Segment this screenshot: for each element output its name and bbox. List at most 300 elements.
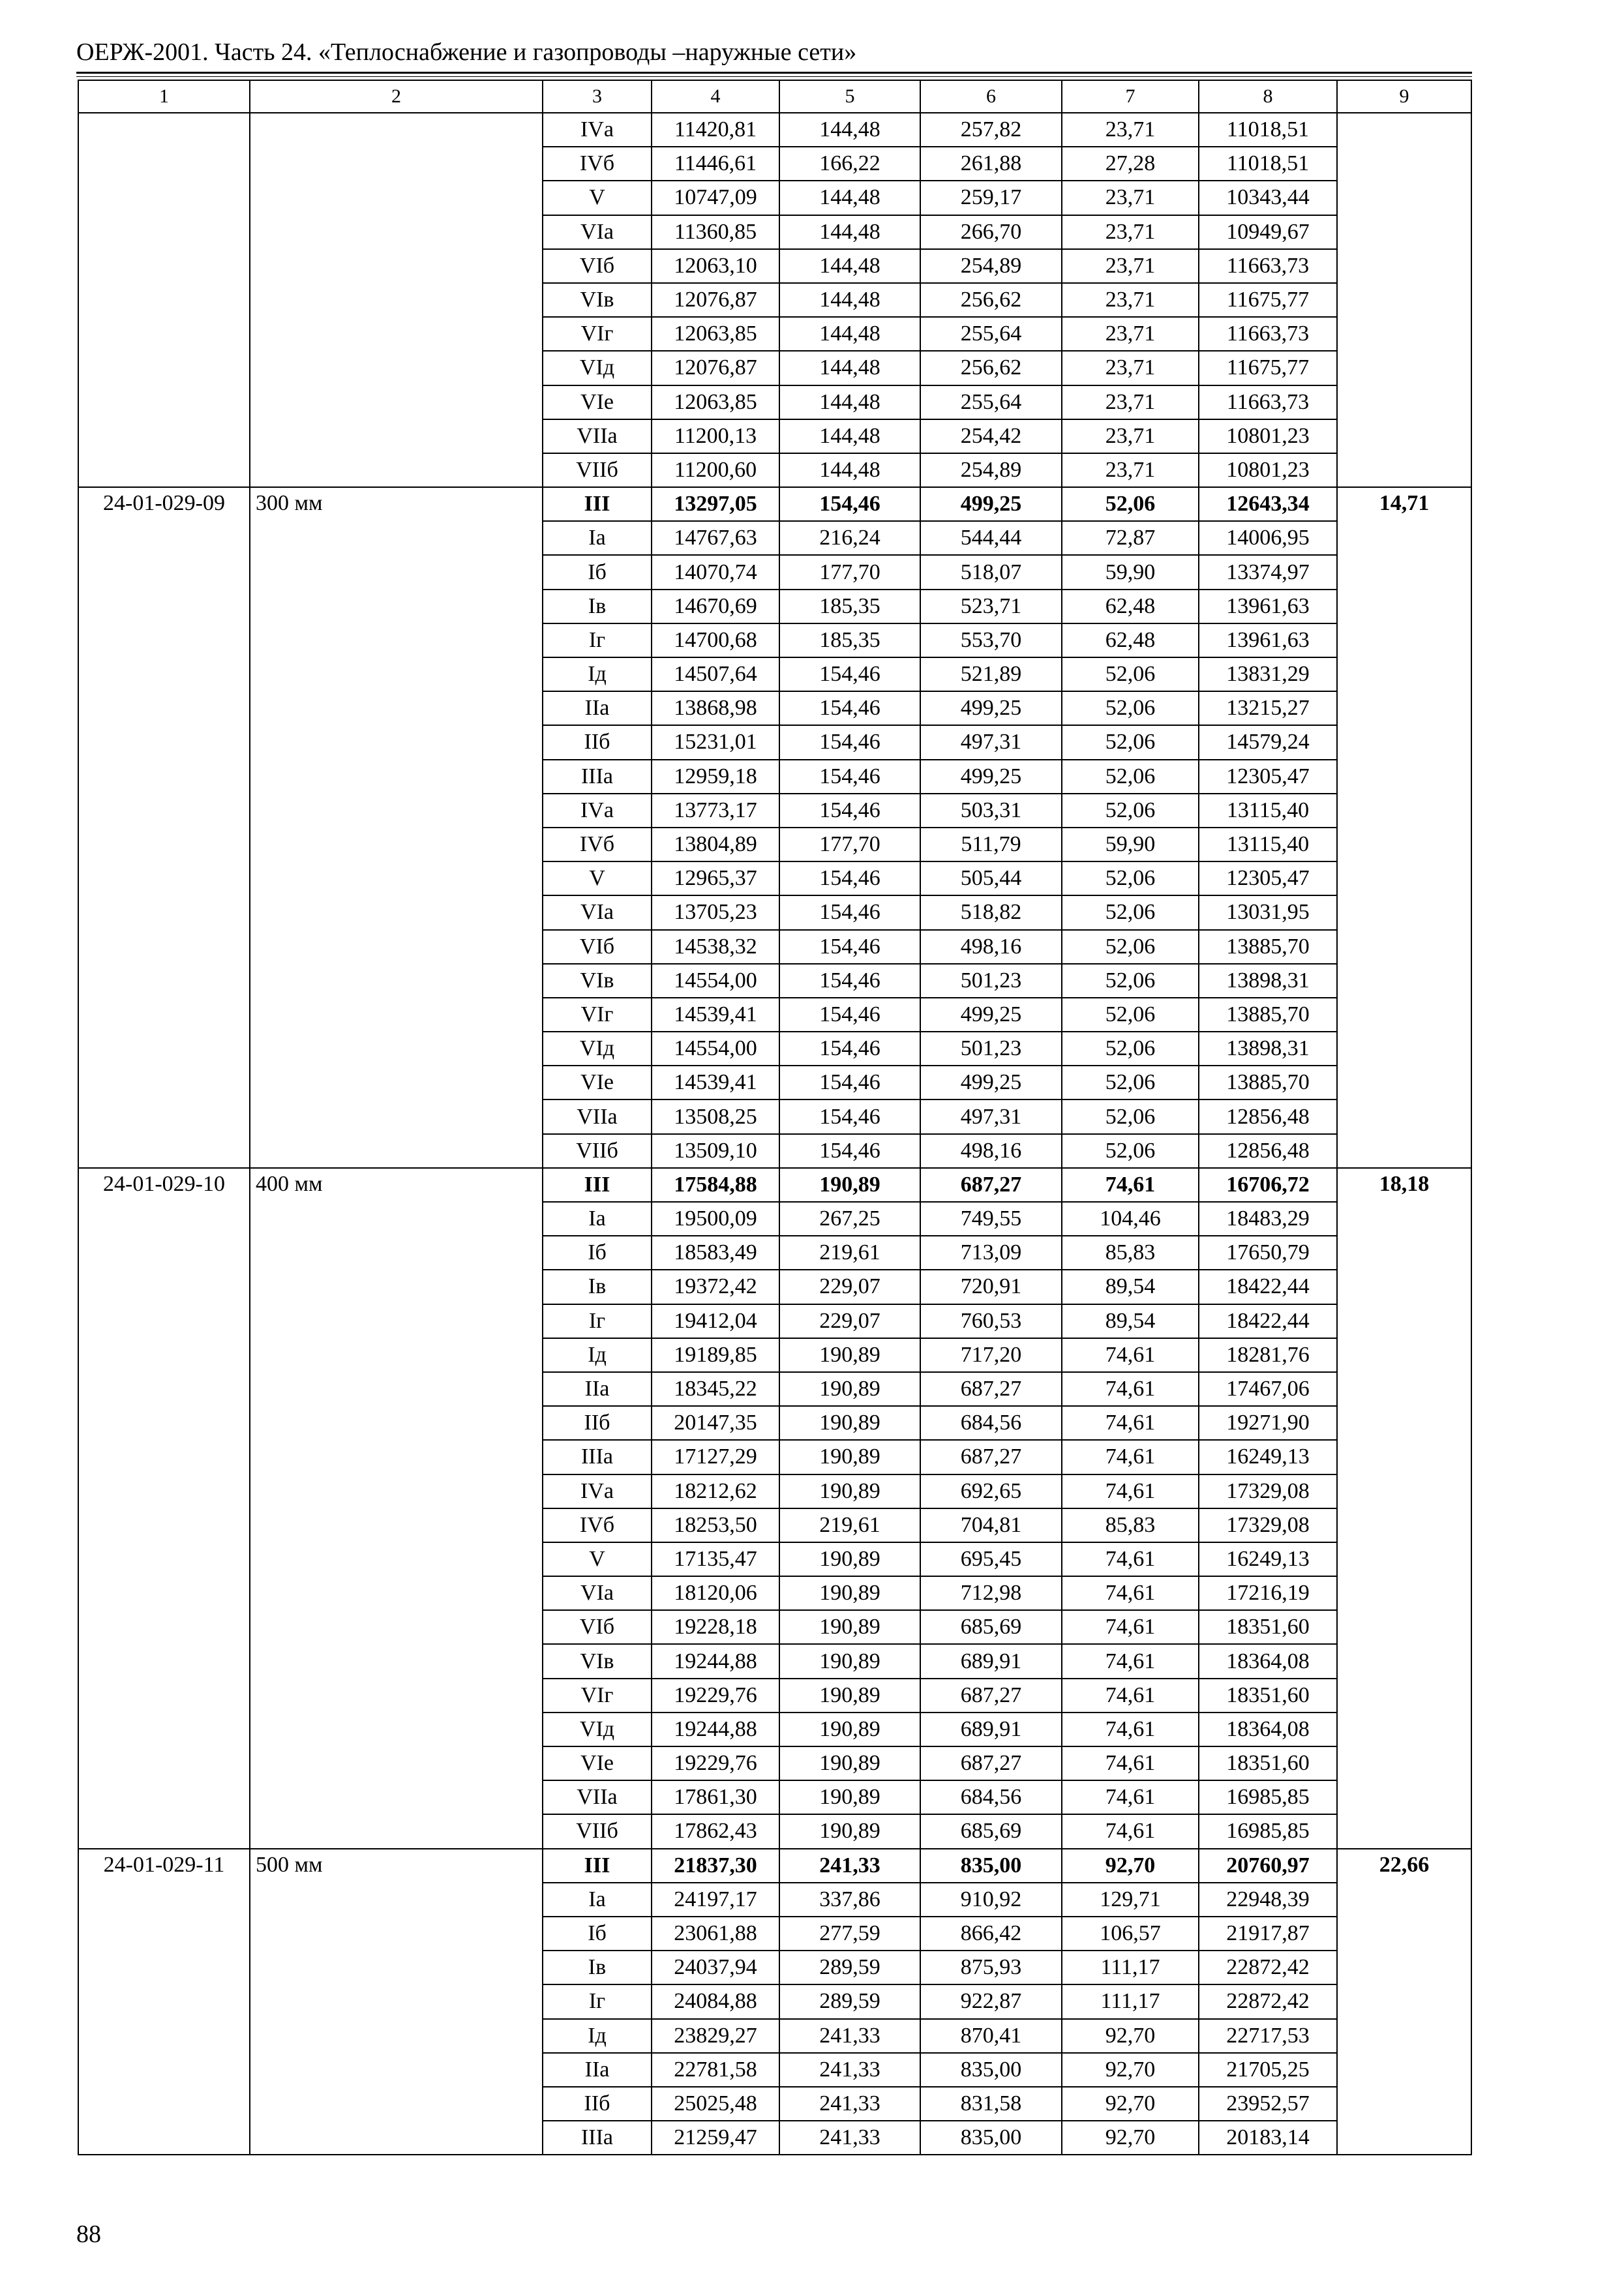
value-cell: 267,25 bbox=[779, 1202, 920, 1236]
value-cell: 144,48 bbox=[779, 181, 920, 215]
value-cell: 92,70 bbox=[1062, 2087, 1199, 2121]
value-cell: 190,89 bbox=[779, 1644, 920, 1678]
value-cell: 835,00 bbox=[920, 2053, 1062, 2087]
value-cell: VIв bbox=[543, 964, 652, 998]
value-cell: 11663,73 bbox=[1199, 249, 1337, 283]
value-cell: VIе bbox=[543, 385, 652, 419]
value-cell: 255,64 bbox=[920, 385, 1062, 419]
value-cell: 144,48 bbox=[779, 317, 920, 351]
value-cell: 74,61 bbox=[1062, 1406, 1199, 1440]
value-cell: Iа bbox=[543, 1883, 652, 1917]
column-number-cell: 6 bbox=[920, 80, 1062, 113]
value-cell: 190,89 bbox=[779, 1372, 920, 1406]
value-cell: 720,91 bbox=[920, 1270, 1062, 1304]
value-cell: 17584,88 bbox=[652, 1168, 779, 1202]
value-cell: 497,31 bbox=[920, 725, 1062, 759]
value-cell: 257,82 bbox=[920, 113, 1062, 147]
value-cell: 499,25 bbox=[920, 760, 1062, 794]
value-cell: 13115,40 bbox=[1199, 828, 1337, 861]
value-cell: 503,31 bbox=[920, 794, 1062, 828]
value-cell: 74,61 bbox=[1062, 1338, 1199, 1372]
value-cell: 23829,27 bbox=[652, 2019, 779, 2053]
column-number-cell: 9 bbox=[1337, 80, 1471, 113]
value-cell: 254,42 bbox=[920, 419, 1062, 453]
value-cell: IVб bbox=[543, 147, 652, 181]
value-cell: 24197,17 bbox=[652, 1883, 779, 1917]
value-cell: 74,61 bbox=[1062, 1780, 1199, 1814]
value-cell: 910,92 bbox=[920, 1883, 1062, 1917]
value-cell: 13898,31 bbox=[1199, 1032, 1337, 1066]
value-cell: 17135,47 bbox=[652, 1542, 779, 1576]
value-cell: 684,56 bbox=[920, 1406, 1062, 1440]
value-cell: 19271,90 bbox=[1199, 1406, 1337, 1440]
value-cell: 10747,09 bbox=[652, 181, 779, 215]
value-cell: 177,70 bbox=[779, 555, 920, 589]
value-cell: 74,61 bbox=[1062, 1713, 1199, 1746]
value-cell: IIа bbox=[543, 691, 652, 725]
value-cell: 289,59 bbox=[779, 1951, 920, 1984]
value-cell: 19372,42 bbox=[652, 1270, 779, 1304]
value-cell: 13885,70 bbox=[1199, 930, 1337, 964]
value-cell: 241,33 bbox=[779, 1849, 920, 1883]
value-cell: IVа bbox=[543, 113, 652, 147]
value-cell: 337,86 bbox=[779, 1883, 920, 1917]
value-cell: 106,57 bbox=[1062, 1917, 1199, 1951]
table-row bbox=[78, 1168, 1471, 1202]
value-cell: 85,83 bbox=[1062, 1236, 1199, 1270]
value-cell: 10949,67 bbox=[1199, 215, 1337, 249]
value-cell: 713,09 bbox=[920, 1236, 1062, 1270]
value-cell: 52,06 bbox=[1062, 487, 1199, 521]
value-cell: V bbox=[543, 1542, 652, 1576]
value-cell: 13297,05 bbox=[652, 487, 779, 521]
value-cell: 12076,87 bbox=[652, 351, 779, 385]
value-cell: 687,27 bbox=[920, 1440, 1062, 1474]
value-cell: 219,61 bbox=[779, 1236, 920, 1270]
value-cell: VIб bbox=[543, 249, 652, 283]
value-cell: 11663,73 bbox=[1199, 317, 1337, 351]
value-cell: 144,48 bbox=[779, 351, 920, 385]
value-cell: 14700,68 bbox=[652, 623, 779, 657]
value-cell: VIд bbox=[543, 1032, 652, 1066]
value-cell: 154,46 bbox=[779, 930, 920, 964]
value-cell: 52,06 bbox=[1062, 760, 1199, 794]
column-number-cell: 7 bbox=[1062, 80, 1199, 113]
value-cell: 712,98 bbox=[920, 1576, 1062, 1610]
value-cell: IIIа bbox=[543, 2121, 652, 2155]
value-cell: 254,89 bbox=[920, 249, 1062, 283]
value-cell: 185,35 bbox=[779, 590, 920, 623]
value-cell: 259,17 bbox=[920, 181, 1062, 215]
value-cell: 12305,47 bbox=[1199, 861, 1337, 895]
value-cell: 62,48 bbox=[1062, 590, 1199, 623]
value-cell: VIIб bbox=[543, 453, 652, 487]
column-number-row bbox=[78, 80, 1471, 113]
value-cell: 23,71 bbox=[1062, 113, 1199, 147]
value-cell: 23,71 bbox=[1062, 453, 1199, 487]
table-row bbox=[78, 1849, 1471, 1883]
value-cell: 190,89 bbox=[779, 1679, 920, 1713]
value-cell: 17127,29 bbox=[652, 1440, 779, 1474]
value-cell: Iг bbox=[543, 623, 652, 657]
value-cell: 10801,23 bbox=[1199, 453, 1337, 487]
column-number-cell: 4 bbox=[652, 80, 779, 113]
value-cell: 190,89 bbox=[779, 1814, 920, 1848]
value-cell: 835,00 bbox=[920, 2121, 1062, 2155]
value-cell: VIд bbox=[543, 1713, 652, 1746]
value-cell: 498,16 bbox=[920, 930, 1062, 964]
value-cell: 74,61 bbox=[1062, 1679, 1199, 1713]
value-cell: 92,70 bbox=[1062, 2053, 1199, 2087]
value-cell: Iа bbox=[543, 1202, 652, 1236]
value-cell: 23,71 bbox=[1062, 385, 1199, 419]
value-cell: 835,00 bbox=[920, 1849, 1062, 1883]
value-cell: 11360,85 bbox=[652, 215, 779, 249]
value-cell: 22948,39 bbox=[1199, 1883, 1337, 1917]
value-cell: 13031,95 bbox=[1199, 895, 1337, 929]
value-cell: 144,48 bbox=[779, 419, 920, 453]
value-cell: 17216,19 bbox=[1199, 1576, 1337, 1610]
diameter-cell bbox=[250, 113, 543, 487]
value-cell: IIIа bbox=[543, 1440, 652, 1474]
value-cell: 14579,24 bbox=[1199, 725, 1337, 759]
value-cell: 866,42 bbox=[920, 1917, 1062, 1951]
value-cell: VIб bbox=[543, 930, 652, 964]
value-cell: 74,61 bbox=[1062, 1610, 1199, 1644]
value-cell: 14538,32 bbox=[652, 930, 779, 964]
value-cell: 19412,04 bbox=[652, 1304, 779, 1338]
value-cell: 23952,57 bbox=[1199, 2087, 1337, 2121]
column-9-cell: 18,18 bbox=[1337, 1168, 1471, 1849]
value-cell: 14539,41 bbox=[652, 1066, 779, 1100]
value-cell: 52,06 bbox=[1062, 794, 1199, 828]
value-cell: VIа bbox=[543, 895, 652, 929]
value-cell: 13705,23 bbox=[652, 895, 779, 929]
value-cell: Iв bbox=[543, 1951, 652, 1984]
value-cell: 52,06 bbox=[1062, 895, 1199, 929]
value-cell: 17329,08 bbox=[1199, 1508, 1337, 1542]
value-cell: 52,06 bbox=[1062, 1066, 1199, 1100]
value-cell: 18422,44 bbox=[1199, 1270, 1337, 1304]
value-cell: 13773,17 bbox=[652, 794, 779, 828]
table-body bbox=[78, 80, 1471, 2155]
value-cell: 92,70 bbox=[1062, 1849, 1199, 1883]
diameter-cell: 300 мм bbox=[250, 487, 543, 1168]
value-cell: 13115,40 bbox=[1199, 794, 1337, 828]
value-cell: 692,65 bbox=[920, 1474, 1062, 1508]
value-cell: 129,71 bbox=[1062, 1883, 1199, 1917]
value-cell: 52,06 bbox=[1062, 657, 1199, 691]
value-cell: IIб bbox=[543, 1406, 652, 1440]
value-cell: VIв bbox=[543, 1644, 652, 1678]
value-cell: 523,71 bbox=[920, 590, 1062, 623]
value-cell: 92,70 bbox=[1062, 2019, 1199, 2053]
value-cell: 19189,85 bbox=[652, 1338, 779, 1372]
value-cell: 154,46 bbox=[779, 1066, 920, 1100]
value-cell: 14539,41 bbox=[652, 998, 779, 1032]
value-cell: 89,54 bbox=[1062, 1270, 1199, 1304]
value-cell: IVб bbox=[543, 828, 652, 861]
value-cell: 518,07 bbox=[920, 555, 1062, 589]
value-cell: 13508,25 bbox=[652, 1100, 779, 1133]
value-cell: VIг bbox=[543, 317, 652, 351]
value-cell: 18351,60 bbox=[1199, 1679, 1337, 1713]
value-cell: VIIа bbox=[543, 1100, 652, 1133]
value-cell: VIIа bbox=[543, 419, 652, 453]
value-cell: 687,27 bbox=[920, 1746, 1062, 1780]
value-cell: 14507,64 bbox=[652, 657, 779, 691]
value-cell: 15231,01 bbox=[652, 725, 779, 759]
value-cell: 21705,25 bbox=[1199, 2053, 1337, 2087]
value-cell: 111,17 bbox=[1062, 1984, 1199, 2018]
value-cell: 13885,70 bbox=[1199, 1066, 1337, 1100]
value-cell: 241,33 bbox=[779, 2087, 920, 2121]
value-cell: 25025,48 bbox=[652, 2087, 779, 2121]
value-cell: 13215,27 bbox=[1199, 691, 1337, 725]
value-cell: 185,35 bbox=[779, 623, 920, 657]
value-cell: 18253,50 bbox=[652, 1508, 779, 1542]
value-cell: 72,87 bbox=[1062, 521, 1199, 555]
value-cell: 18483,29 bbox=[1199, 1202, 1337, 1236]
value-cell: IIб bbox=[543, 725, 652, 759]
value-cell: 256,62 bbox=[920, 283, 1062, 317]
value-cell: 18583,49 bbox=[652, 1236, 779, 1270]
value-cell: 92,70 bbox=[1062, 2121, 1199, 2155]
column-number-cell: 8 bbox=[1199, 80, 1337, 113]
value-cell: 74,61 bbox=[1062, 1168, 1199, 1202]
value-cell: 18281,76 bbox=[1199, 1338, 1337, 1372]
value-cell: 190,89 bbox=[779, 1406, 920, 1440]
value-cell: 23,71 bbox=[1062, 283, 1199, 317]
value-cell: 16985,85 bbox=[1199, 1780, 1337, 1814]
value-cell: 19228,18 bbox=[652, 1610, 779, 1644]
value-cell: Iб bbox=[543, 1236, 652, 1270]
value-cell: VIв bbox=[543, 283, 652, 317]
value-cell: 23,71 bbox=[1062, 351, 1199, 385]
value-cell: 499,25 bbox=[920, 691, 1062, 725]
table-row bbox=[78, 487, 1471, 521]
value-cell: 52,06 bbox=[1062, 964, 1199, 998]
rate-code-cell: 24-01-029-11 bbox=[78, 1849, 250, 2155]
value-cell: 13868,98 bbox=[652, 691, 779, 725]
value-cell: 19244,88 bbox=[652, 1644, 779, 1678]
page-header-title: ОЕРЖ-2001. Часть 24. «Теплоснабжение и газопроводы –наружные сети» bbox=[76, 38, 857, 66]
value-cell: 20183,14 bbox=[1199, 2121, 1337, 2155]
value-cell: 505,44 bbox=[920, 861, 1062, 895]
value-cell: Iд bbox=[543, 2019, 652, 2053]
value-cell: 13961,63 bbox=[1199, 623, 1337, 657]
column-number-cell: 1 bbox=[78, 80, 250, 113]
value-cell: 544,44 bbox=[920, 521, 1062, 555]
value-cell: 20760,97 bbox=[1199, 1849, 1337, 1883]
value-cell: 875,93 bbox=[920, 1951, 1062, 1984]
page-number: 88 bbox=[76, 2221, 101, 2248]
value-cell: 717,20 bbox=[920, 1338, 1062, 1372]
value-cell: 190,89 bbox=[779, 1576, 920, 1610]
value-cell: 18212,62 bbox=[652, 1474, 779, 1508]
value-cell: 27,28 bbox=[1062, 147, 1199, 181]
diameter-cell: 500 мм bbox=[250, 1849, 543, 2155]
value-cell: VIг bbox=[543, 1679, 652, 1713]
value-cell: 24084,88 bbox=[652, 1984, 779, 2018]
value-cell: 144,48 bbox=[779, 385, 920, 419]
value-cell: 687,27 bbox=[920, 1679, 1062, 1713]
value-cell: 11420,81 bbox=[652, 113, 779, 147]
value-cell: IIа bbox=[543, 1372, 652, 1406]
value-cell: Iб bbox=[543, 1917, 652, 1951]
value-cell: 14006,95 bbox=[1199, 521, 1337, 555]
diameter-cell: 400 мм bbox=[250, 1168, 543, 1849]
value-cell: 144,48 bbox=[779, 215, 920, 249]
value-cell: 154,46 bbox=[779, 861, 920, 895]
value-cell: 254,89 bbox=[920, 453, 1062, 487]
value-cell: 11200,13 bbox=[652, 419, 779, 453]
value-cell: 177,70 bbox=[779, 828, 920, 861]
value-cell: 501,23 bbox=[920, 1032, 1062, 1066]
value-cell: 23,71 bbox=[1062, 215, 1199, 249]
value-cell: 870,41 bbox=[920, 2019, 1062, 2053]
rate-code-cell: 24-01-029-10 bbox=[78, 1168, 250, 1849]
value-cell: 498,16 bbox=[920, 1134, 1062, 1168]
value-cell: VIIа bbox=[543, 1780, 652, 1814]
value-cell: 831,58 bbox=[920, 2087, 1062, 2121]
value-cell: 23,71 bbox=[1062, 181, 1199, 215]
value-cell: 154,46 bbox=[779, 657, 920, 691]
value-cell: 23061,88 bbox=[652, 1917, 779, 1951]
value-cell: 21259,47 bbox=[652, 2121, 779, 2155]
value-cell: 190,89 bbox=[779, 1168, 920, 1202]
value-cell: Iв bbox=[543, 1270, 652, 1304]
value-cell: 219,61 bbox=[779, 1508, 920, 1542]
table-row bbox=[78, 113, 1471, 147]
value-cell: 689,91 bbox=[920, 1644, 1062, 1678]
value-cell: IVа bbox=[543, 794, 652, 828]
value-cell: 23,71 bbox=[1062, 317, 1199, 351]
value-cell: 13961,63 bbox=[1199, 590, 1337, 623]
value-cell: 21837,30 bbox=[652, 1849, 779, 1883]
value-cell: IIIа bbox=[543, 760, 652, 794]
value-cell: 12643,34 bbox=[1199, 487, 1337, 521]
value-cell: 22781,58 bbox=[652, 2053, 779, 2087]
value-cell: 52,06 bbox=[1062, 998, 1199, 1032]
value-cell: 501,23 bbox=[920, 964, 1062, 998]
value-cell: III bbox=[543, 487, 652, 521]
value-cell: IIб bbox=[543, 2087, 652, 2121]
value-cell: 10343,44 bbox=[1199, 181, 1337, 215]
value-cell: 154,46 bbox=[779, 964, 920, 998]
value-cell: 14070,74 bbox=[652, 555, 779, 589]
header-rule-thin bbox=[76, 76, 1472, 77]
value-cell: 12063,85 bbox=[652, 317, 779, 351]
value-cell: 74,61 bbox=[1062, 1814, 1199, 1848]
value-cell: 190,89 bbox=[779, 1440, 920, 1474]
value-cell: 11675,77 bbox=[1199, 283, 1337, 317]
value-cell: 16249,13 bbox=[1199, 1542, 1337, 1576]
value-cell: VIIб bbox=[543, 1134, 652, 1168]
value-cell: 154,46 bbox=[779, 895, 920, 929]
column-9-cell: 14,71 bbox=[1337, 487, 1471, 1168]
value-cell: 22872,42 bbox=[1199, 1951, 1337, 1984]
value-cell: V bbox=[543, 861, 652, 895]
value-cell: 13374,97 bbox=[1199, 555, 1337, 589]
value-cell: 74,61 bbox=[1062, 1576, 1199, 1610]
value-cell: 190,89 bbox=[779, 1780, 920, 1814]
value-cell: 261,88 bbox=[920, 147, 1062, 181]
value-cell: Iв bbox=[543, 590, 652, 623]
rate-code-cell: 24-01-029-09 bbox=[78, 487, 250, 1168]
value-cell: Iд bbox=[543, 657, 652, 691]
value-cell: 497,31 bbox=[920, 1100, 1062, 1133]
value-cell: 689,91 bbox=[920, 1713, 1062, 1746]
value-cell: 266,70 bbox=[920, 215, 1062, 249]
column-9-cell: 22,66 bbox=[1337, 1849, 1471, 2155]
value-cell: 17329,08 bbox=[1199, 1474, 1337, 1508]
value-cell: 190,89 bbox=[779, 1610, 920, 1644]
value-cell: 59,90 bbox=[1062, 555, 1199, 589]
value-cell: 190,89 bbox=[779, 1338, 920, 1372]
value-cell: 12965,37 bbox=[652, 861, 779, 895]
value-cell: 74,61 bbox=[1062, 1372, 1199, 1406]
value-cell: 22872,42 bbox=[1199, 1984, 1337, 2018]
value-cell: 553,70 bbox=[920, 623, 1062, 657]
value-cell: 52,06 bbox=[1062, 1134, 1199, 1168]
value-cell: 11018,51 bbox=[1199, 147, 1337, 181]
value-cell: 190,89 bbox=[779, 1474, 920, 1508]
value-cell: 18351,60 bbox=[1199, 1746, 1337, 1780]
value-cell: 154,46 bbox=[779, 794, 920, 828]
column-number-cell: 3 bbox=[543, 80, 652, 113]
value-cell: 104,46 bbox=[1062, 1202, 1199, 1236]
value-cell: 241,33 bbox=[779, 2019, 920, 2053]
value-cell: 13898,31 bbox=[1199, 964, 1337, 998]
value-cell: 23,71 bbox=[1062, 419, 1199, 453]
value-cell: VIа bbox=[543, 1576, 652, 1610]
value-cell: 144,48 bbox=[779, 249, 920, 283]
value-cell: 190,89 bbox=[779, 1713, 920, 1746]
value-cell: 22717,53 bbox=[1199, 2019, 1337, 2053]
value-cell: VIе bbox=[543, 1066, 652, 1100]
value-cell: 18345,22 bbox=[652, 1372, 779, 1406]
value-cell: 10801,23 bbox=[1199, 419, 1337, 453]
value-cell: 521,89 bbox=[920, 657, 1062, 691]
value-cell: 154,46 bbox=[779, 725, 920, 759]
value-cell: 19244,88 bbox=[652, 1713, 779, 1746]
value-cell: 111,17 bbox=[1062, 1951, 1199, 1984]
value-cell: Iг bbox=[543, 1304, 652, 1338]
value-cell: 144,48 bbox=[779, 283, 920, 317]
value-cell: 18422,44 bbox=[1199, 1304, 1337, 1338]
value-cell: Iа bbox=[543, 521, 652, 555]
value-cell: 154,46 bbox=[779, 487, 920, 521]
value-cell: 154,46 bbox=[779, 760, 920, 794]
value-cell: 12076,87 bbox=[652, 283, 779, 317]
value-cell: 190,89 bbox=[779, 1746, 920, 1780]
value-cell: III bbox=[543, 1849, 652, 1883]
value-cell: 685,69 bbox=[920, 1814, 1062, 1848]
value-cell: IIа bbox=[543, 2053, 652, 2087]
value-cell: 18364,08 bbox=[1199, 1644, 1337, 1678]
value-cell: 11200,60 bbox=[652, 453, 779, 487]
value-cell: 13509,10 bbox=[652, 1134, 779, 1168]
value-cell: 11675,77 bbox=[1199, 351, 1337, 385]
value-cell: 154,46 bbox=[779, 998, 920, 1032]
column-number-cell: 2 bbox=[250, 80, 543, 113]
value-cell: 687,27 bbox=[920, 1168, 1062, 1202]
value-cell: 154,46 bbox=[779, 1134, 920, 1168]
value-cell: 684,56 bbox=[920, 1780, 1062, 1814]
value-cell: 190,89 bbox=[779, 1542, 920, 1576]
value-cell: 12856,48 bbox=[1199, 1100, 1337, 1133]
